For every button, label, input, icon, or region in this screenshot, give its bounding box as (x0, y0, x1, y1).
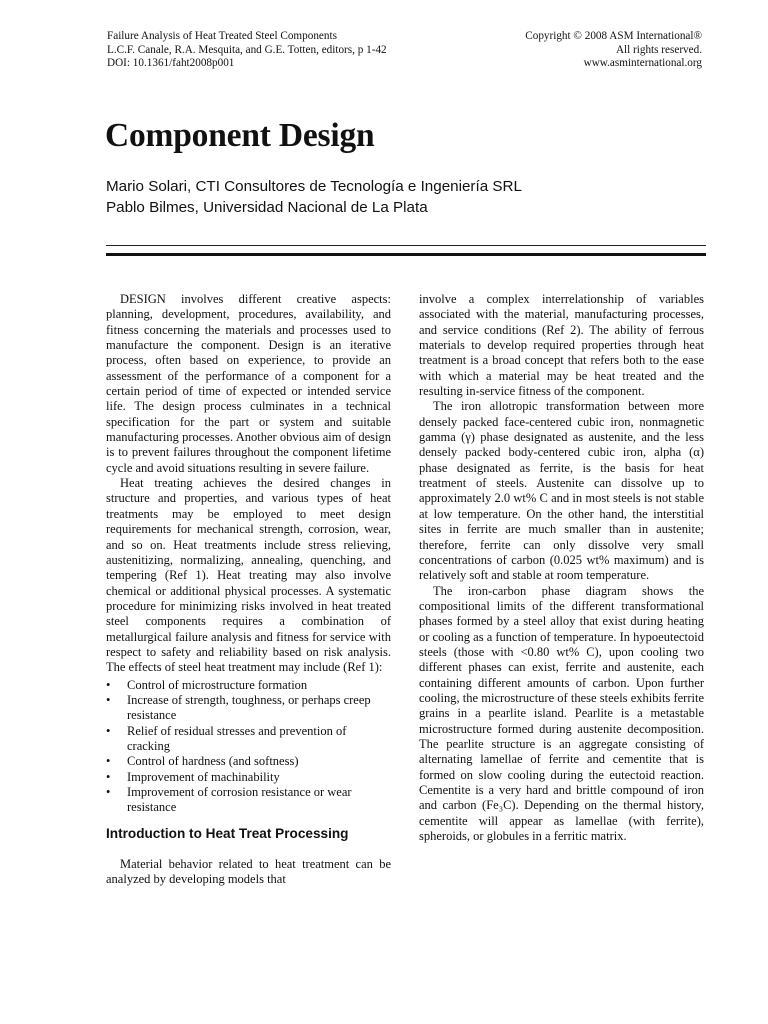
list-item-text: Control of hardness (and softness) (127, 754, 299, 769)
effects-bullet-list (106, 678, 391, 816)
list-item (106, 724, 391, 755)
author-line-1: Mario Solari, CTI Consultores de Tecnología e Ingeniería SRL (106, 178, 522, 195)
book-title-line: Failure Analysis of Heat Treated Steel Components (107, 30, 337, 42)
list-item-text: Control of microstructure formation (127, 677, 308, 692)
running-header-left (107, 30, 387, 71)
bullet-icon: • (106, 692, 111, 707)
list-item-text: Improvement of machinability (127, 769, 280, 784)
body-paragraph: The iron-carbon phase diagram shows the compositional limits of the different transformational phases formed by a steel alloy that exist during heating or cooling as a function of temperature. In hypoeutectoid steels (those with <0.80 wt% C), upon cooling two different phases can exist, ferrite and austenite, each containing different amounts of carbon. Upon further cooling, the microstructure of these steels exhibits ferrite grains in a pearlite island. Pearlite is a metastable microstructure formed during austenite decomposition. The pearlite structure is an aggregate consisting of alternating lamellae of ferrite and cementite that is formed on slow cooling during the eutectoid reaction. Cementite is a very hard and brittle compound of iron and carbon (Fe₃C). Depending on the thermal history, cementite will appear as lamellae (with ferrite), spheroids, or globules in a ferritic matrix. (419, 583, 704, 844)
list-item (106, 693, 391, 724)
body-paragraph: Heat treating achieves the desired changes in structure and properties, and various types of heat treatments may be employed to meet design requirements for mechanical strength, corrosion, wear, and so on. Heat treatments include stress relieving, austenitizing, normalizing, annealing, quenching, and tempering (Ref 1). Heat treating may also involve chemical or additional physical processes. A systematic procedure for minimizing risks involved in heat treated steel components requires a combination of metallurgical failure analysis and fitness for service with respect to safety and reliability based on risk analysis. The effects of steel heat treatment may include (Ref 1): (106, 476, 391, 675)
list-item-text: Relief of residual stresses and prevention of cracking (127, 723, 347, 753)
author-block (106, 177, 522, 218)
header-rule-thick (106, 253, 706, 256)
right-column (419, 292, 704, 844)
bullet-icon: • (106, 754, 111, 769)
bullet-icon: • (106, 723, 111, 738)
list-item (106, 770, 391, 785)
website-line: www.asminternational.org (583, 57, 702, 70)
bullet-icon: • (106, 785, 111, 799)
rights-line: All rights reserved. (615, 43, 702, 56)
left-column (106, 292, 391, 887)
list-item-text: Improvement of corrosion resistance or wear resistance (127, 785, 352, 815)
section-heading: Introduction to Heat Treat Processing (106, 825, 349, 841)
body-paragraph: The iron allotropic transformation between more densely packed face-centered cubic iron, nonmagnetic gamma (γ) phase designated as austenite, and the less densely packed body-centered cubic iron, alpha (α) phase designated as ferrite, is the basis for heat treatment of steels. Austenite can dissolve up to approximately 2.0 wt% C and in most steels is not stable at low temperature. On the other hand, the interstitial sites in ferrite are much smaller than in austenite; therefore, ferrite can only dissolve very small concentrations of carbon (0.025 wt% maximum) and is relatively soft and stable at room temperature. (419, 399, 704, 583)
bullet-icon: • (106, 677, 111, 692)
list-item-text: Increase of strength, toughness, or perhaps creep resistance (127, 692, 371, 723)
editors-line: L.C.F. Canale, R.A. Mesquita, and G.E. Totten, editors, p 1-42 (107, 43, 387, 56)
body-paragraph: DESIGN involves different creative aspects: planning, development, procedures, availability, and fitness concerning the materials and processes used to manufacture the component. Design is an iterative process, often based on experience, to provide an assessment of the performance of a component for a certain period of time of expected or intended service life. The design process culminates in a technical specification for the part or system and suitable manufacturing processes. Another obvious aim of design is to prevent failures throughout the component lifetime cycle and avoid situations resulting in severe failure. (106, 292, 391, 475)
list-item (106, 785, 391, 816)
copyright-line: Copyright © 2008 ASM International® (525, 30, 702, 42)
running-header-right (525, 30, 702, 71)
header-rule-thin (106, 245, 706, 246)
author-line-2: Pablo Bilmes, Universidad Nacional de La Plata (106, 198, 428, 216)
bullet-icon: • (106, 769, 111, 784)
body-paragraph: Material behavior related to heat treatment can be analyzed by developing models that (106, 856, 391, 887)
chapter-title: Component Design (105, 117, 375, 154)
doi-line: DOI: 10.1361/faht2008p001 (107, 57, 235, 70)
list-item (106, 678, 391, 693)
body-paragraph-continued: involve a complex interrelationship of variables associated with the material, manufacturing processes, and service conditions (Ref 2). The ability of ferrous materials to develop required properties through heat treatment is a broad concept that refers both to the ease with which a material may be heat treated and the resulting in-service fitness of the component. (419, 292, 704, 399)
list-item (106, 754, 391, 769)
